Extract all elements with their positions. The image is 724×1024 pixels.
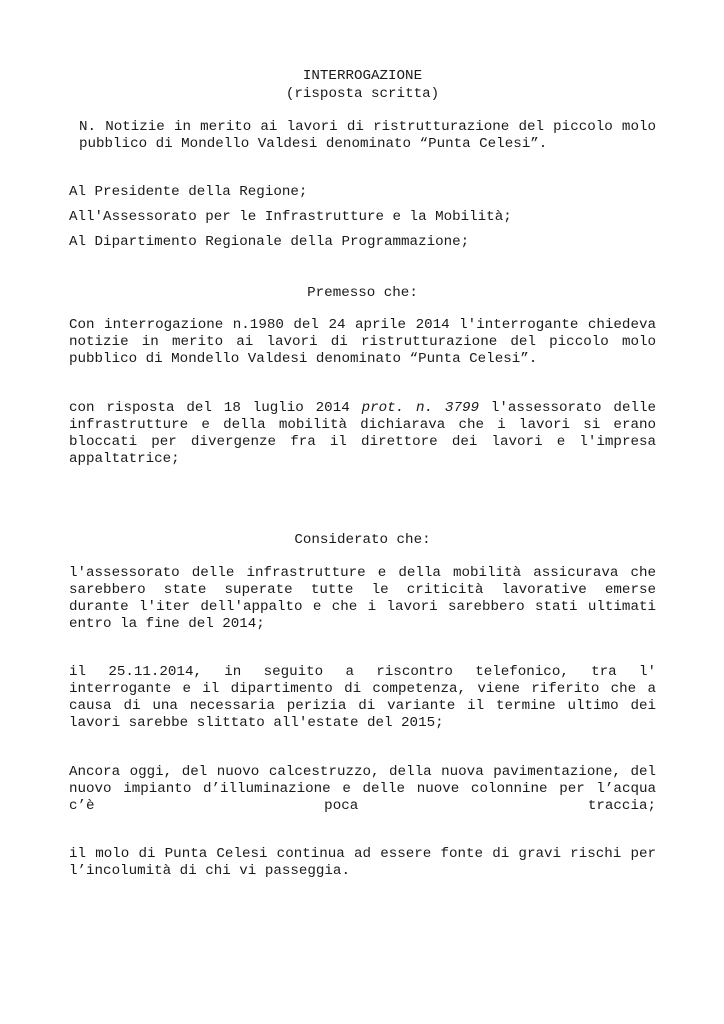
p2-text-end: l'assessorato delle infrastrutture e della mobilità dichiarava che i lavori si erano bloccati per divergenze fra il direttore dei lavori e l'impresa appaltatrice; — [69, 400, 656, 467]
doc-subtitle: (risposta scritta) — [285, 86, 440, 102]
considerato-paragraph-3: Ancora oggi, del nuovo calcestruzzo, della nuova pavimentazione, del nuovo impianto d’illuminazione e delle nuove colonnine per l’acqua c’è poca traccia; — [69, 764, 656, 814]
heading-considerato: Considerato che: — [294, 532, 431, 548]
premesso-paragraph-1: Con interrogazione n.1980 del 24 aprile 2014 l'interrogante chiedeva notizie in merito ai lavori di ristrutturazione del piccolo molo pubblico di Mondello Valdesi denominato “Punta Celesi”. — [69, 317, 656, 367]
recipient-dipartimento: Al Dipartimento Regionale della Programmazione; — [69, 234, 470, 250]
subject-line: N. Notizie in merito ai lavori di ristrutturazione del piccolo molo pubblico di Mondello Valdesi denominato “Punta Celesi”. — [79, 119, 656, 152]
premesso-paragraph-2 — [69, 400, 656, 468]
considerato-paragraph-1: l'assessorato delle infrastrutture e della mobilità assicurava che sarebbero state superate tutte le criticità lavorative emerse durante l'iter dell'appalto e che i lavori sarebbero stati ultimati entro la fine del 2014; — [69, 565, 656, 632]
heading-premesso: Premesso che: — [307, 285, 418, 301]
doc-title: INTERROGAZIONE — [302, 68, 423, 84]
protocol-number: prot. n. 3799 — [361, 400, 479, 416]
considerato-paragraph-4: il molo di Punta Celesi continua ad essere fonte di gravi rischi per l’incolumità di chi vi passeggia. — [69, 846, 656, 879]
considerato-paragraph-2: il 25.11.2014, in seguito a riscontro telefonico, tra l' interrogante e il dipartimento di competenza, viene riferito che a causa di una necessaria perizia di variante il termine ultimo dei lavori sarebbe slittato all'estate del 2015; — [69, 664, 656, 731]
recipient-assessorato: All'Assessorato per le Infrastrutture e la Mobilità; — [69, 209, 512, 225]
p2-text-start: con risposta del 18 luglio 2014 — [69, 400, 362, 416]
recipient-president: Al Presidente della Regione; — [69, 184, 308, 200]
